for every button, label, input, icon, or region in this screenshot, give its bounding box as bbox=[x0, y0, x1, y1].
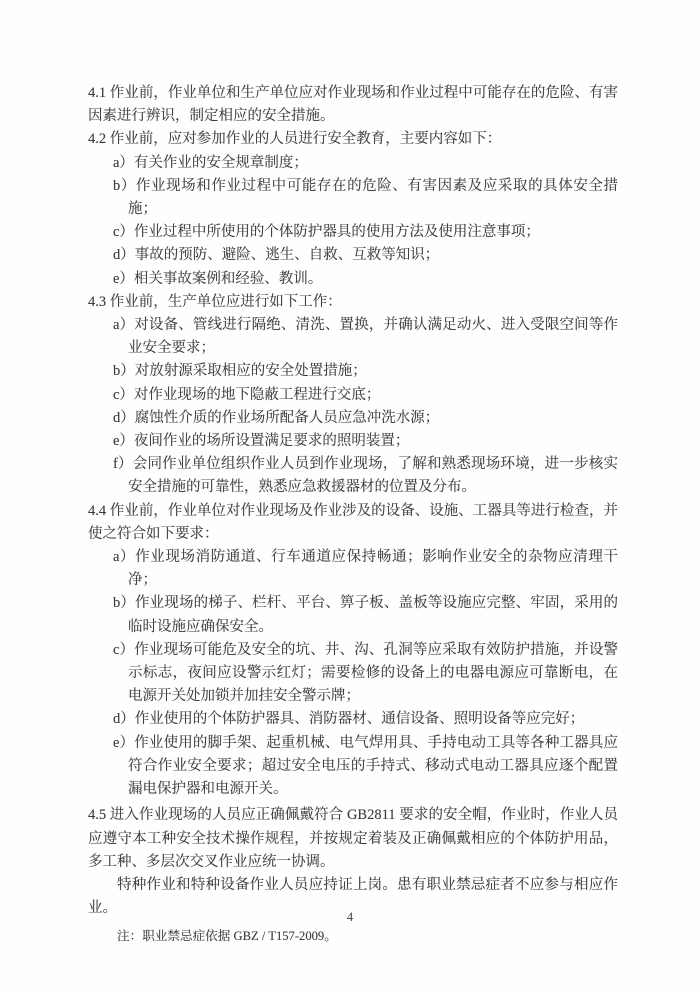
item-4-4-c: c）作业现场可能危及安全的坑、井、沟、孔洞等应采取有效防护措施，并设警示标志，夜间应设警示红灯；需要检修的设备上的电器电源应可靠断电，在电源开关处加锁并加挂安全警示牌； bbox=[113, 641, 618, 705]
item-4-2-d: d）事故的预防、避险、逃生、自救、互救等知识； bbox=[113, 247, 440, 264]
item-4-3-d: d）腐蚀性介质的作业场所配备人员应急冲洗水源； bbox=[113, 409, 440, 426]
item-4-2-c: c）作业过程中所使用的个体防护器具的使用方法及使用注意事项； bbox=[113, 224, 540, 241]
item-4-3-a: a）对设备、管线进行隔绝、清洗、置换，并确认满足动火、进入受限空间等作业安全要求； bbox=[113, 317, 618, 357]
clause-4-5: 4.5 进入作业现场的人员应正确佩戴符合 GB2811 要求的安全帽，作业时，作业人员应遵守本工种安全技术操作规程，并按规定着装及正确佩戴相应的个体防护用品，多工种、多层次交叉作业应统一协调。 bbox=[88, 807, 618, 870]
footnote: 注：职业禁忌症依据 GBZ / T157-2009。 bbox=[117, 929, 337, 944]
item-4-3-f: f）会同作业单位组织作业人员到作业现场，了解和熟悉现场环境，进一步核实安全措施的可靠性，熟悉应急救援器材的位置及分布。 bbox=[113, 456, 618, 496]
item-4-3-e: e）夜间作业的场所设置满足要求的照明装置； bbox=[113, 433, 410, 450]
item-4-2-b: b）作业现场和作业过程中可能存在的危险、有害因素及应采取的具体安全措施； bbox=[113, 177, 618, 218]
document-text-block bbox=[88, 82, 618, 946]
clause-4-3: 4.3 作业前，生产单位应进行如下工作： bbox=[88, 293, 342, 310]
clause-4-5-paragraph-2: 特种作业和特种设备作业人员应持证上岗。患有职业禁忌症者不应参与相应作业。 bbox=[88, 876, 618, 917]
item-4-4-a: a）作业现场消防通道、行车通道应保持畅通；影响作业安全的杂物应清理干净； bbox=[113, 549, 618, 589]
item-4-4-d: d）作业使用的个体防护器具、消防器材、通信设备、照明设备等应完好； bbox=[113, 711, 585, 728]
clause-4-2: 4.2 作业前，应对参加作业的人员进行安全教育，主要内容如下： bbox=[88, 131, 502, 148]
item-4-2-e: e）相关事故案例和经验、教训。 bbox=[113, 270, 323, 287]
clause-4-4: 4.4 作业前，作业单位对作业现场及作业涉及的设备、设施、工器具等进行检查，并使之符合如下要求： bbox=[88, 502, 618, 542]
clause-4-1: 4.1 作业前，作业单位和生产单位应对作业现场和作业过程中可能存在的危险、有害因素进行辨识，制定相应的安全措施。 bbox=[88, 85, 618, 125]
item-4-4-b: b）作业现场的梯子、栏杆、平台、箅子板、盖板等设施应完整、牢固，采用的临时设施应确保安全。 bbox=[113, 595, 618, 635]
item-4-3-b: b）对放射源采取相应的安全处置措施； bbox=[113, 363, 367, 380]
item-4-4-e: e）作业使用的脚手架、起重机械、电气焊用具、手持电动工具等各种工器具应符合作业安全要求；超过安全电压的手持式、移动式电动工器具应逐个配置漏电保护器和电源开关。 bbox=[113, 734, 618, 798]
page-number: 4 bbox=[346, 910, 354, 924]
item-4-3-c: c）对作业现场的地下隐蔽工程进行交底； bbox=[113, 386, 381, 403]
item-4-2-a: a）有关作业的安全规章制度； bbox=[113, 154, 308, 171]
